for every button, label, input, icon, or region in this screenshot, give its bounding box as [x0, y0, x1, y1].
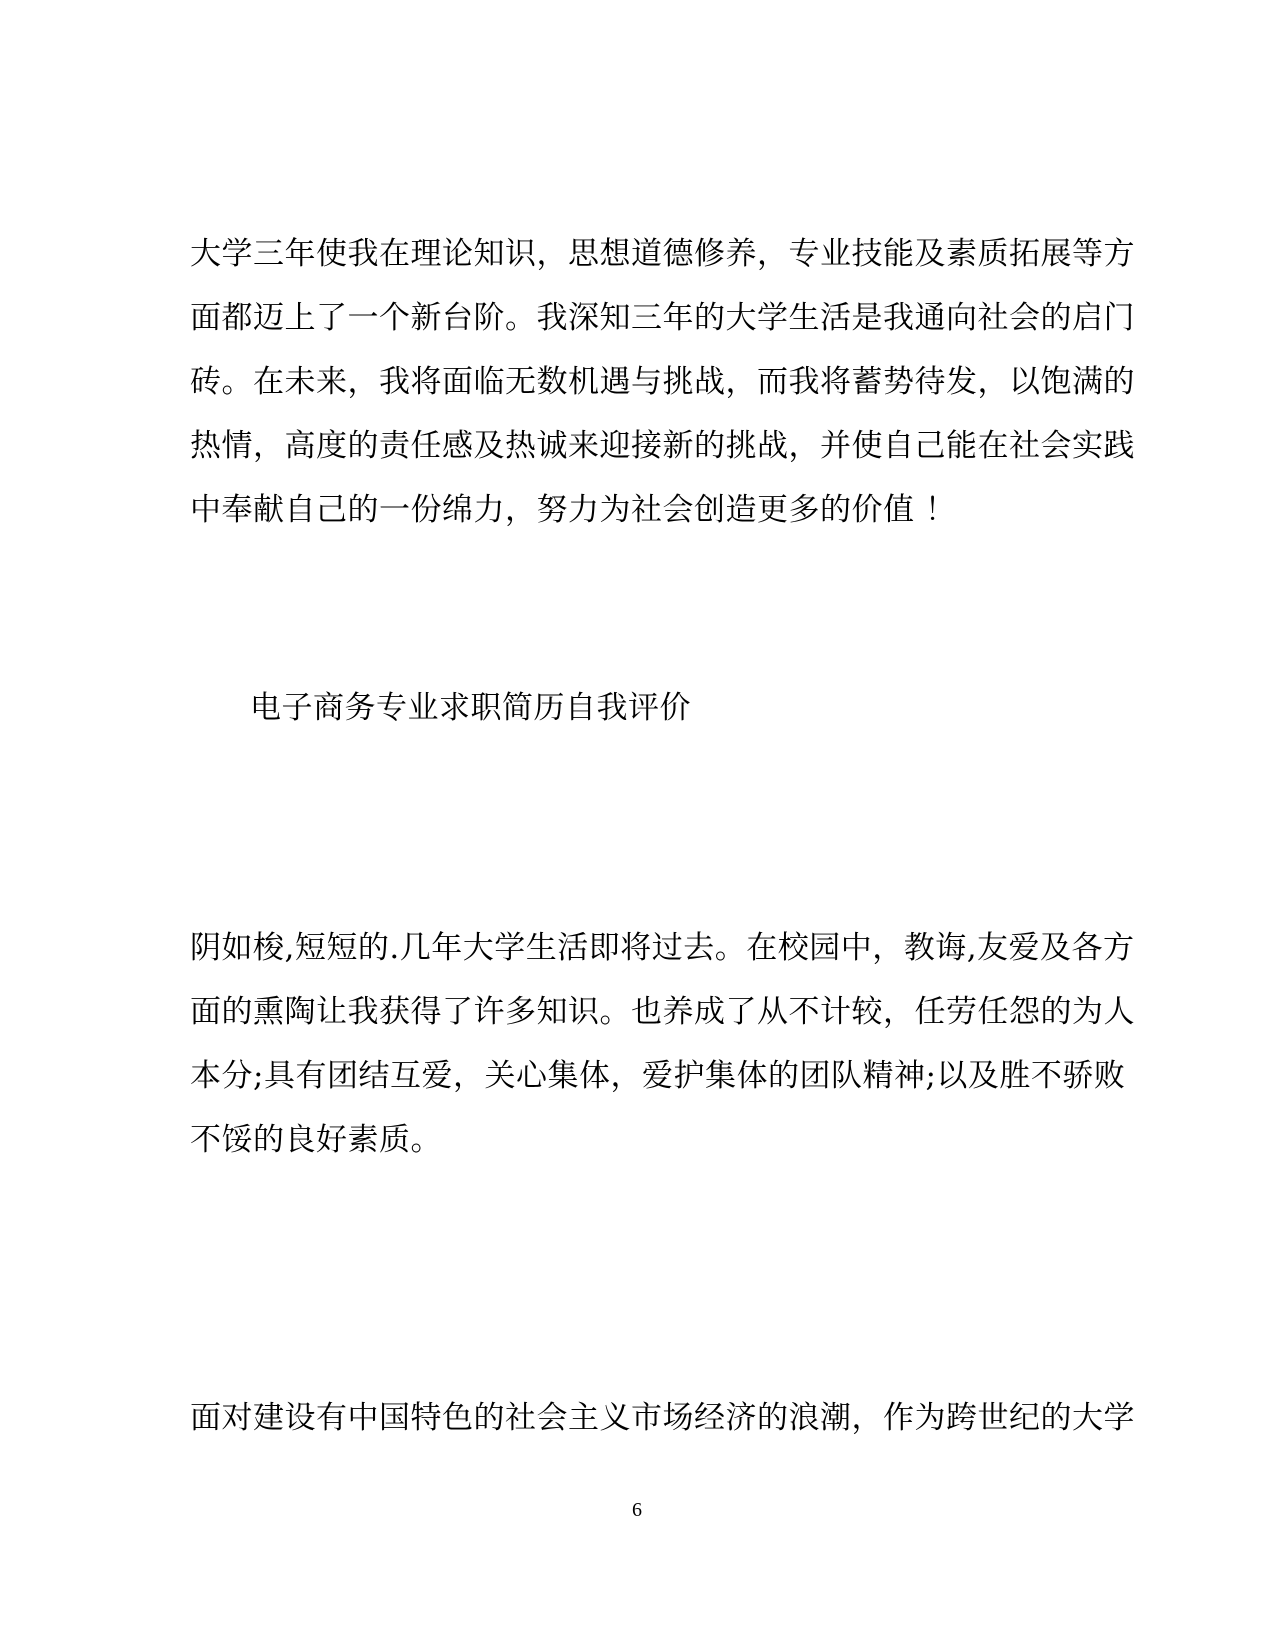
paragraph-1-line-5: 中奉献自己的一份绵力，努力为社会创造更多的价值 ！ [190, 492, 957, 528]
paragraph-2-line-4: 不馁的良好素质。 [190, 1122, 442, 1158]
page-number: 6 [632, 1499, 642, 1521]
paragraph-1-line-1: 大学三年使我在理论知识，思想道德修养，专业技能及素质拓展等方 [190, 236, 1135, 272]
paragraph-1-line-3: 砖。在未来，我将面临无数机遇与挑战，而我将蓄势待发，以饱满的 [190, 364, 1135, 400]
paragraph-2-line-2: 面的熏陶让我获得了许多知识。也养成了从不计较，任劳任怨的为人 [190, 994, 1135, 1030]
paragraph-2-line-1: 阴如梭,短短的.几年大学生活即将过去。在校园中，教诲,友爱及各方 [190, 930, 1135, 966]
paragraph-2-line-3: 本分;具有团结互爱，关心集体，爱护集体的团队精神;以及胜不骄败 [190, 1058, 1126, 1094]
paragraph-1-line-4: 热情，高度的责任感及热诚来迎接新的挑战，并使自己能在社会实践 [190, 428, 1135, 464]
paragraph-1-line-2: 面都迈上了一个新台阶。我深知三年的大学生活是我通向社会的启门 [190, 300, 1135, 336]
paragraph-3-line-1: 面对建设有中国特色的社会主义市场经济的浪潮，作为跨世纪的大学 [190, 1400, 1135, 1436]
section-heading: 电子商务专业求职简历自我评价 [250, 690, 691, 726]
